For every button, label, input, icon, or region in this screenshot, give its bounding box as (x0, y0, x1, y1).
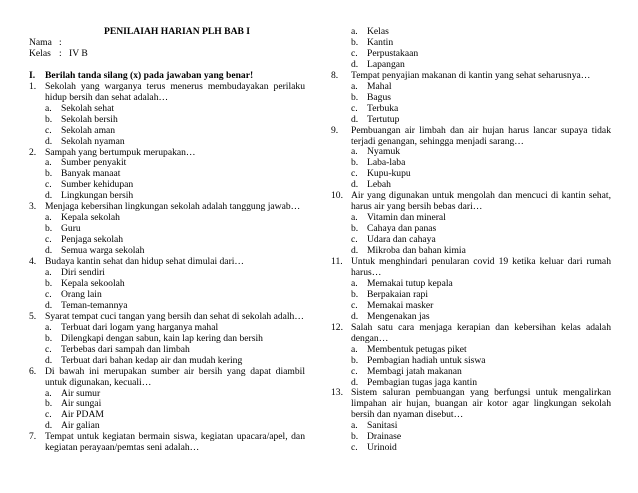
right-column (331, 27, 611, 454)
question-item (29, 312, 305, 367)
question-text: Salah satu cara menjaga kerapian dan kebersihan kelas adalah dengan… (351, 321, 611, 344)
name-separator: : (59, 36, 62, 48)
option-text: Membentuk petugas piket (367, 343, 467, 355)
option-letter: b. (351, 288, 359, 300)
question-text: Budaya kantin sehat dan hidup sehat dimulai dari… (45, 256, 245, 268)
left-column (29, 27, 305, 454)
option-text: Sekolah aman (61, 124, 116, 136)
option-letter: d. (45, 354, 53, 366)
option-text: Laba-laba (367, 157, 406, 169)
question-number: 2. (29, 146, 37, 158)
option-text: Sanitasi (367, 420, 398, 432)
option-text: Udara dan cahaya (367, 234, 436, 246)
option-letter: d. (45, 135, 53, 147)
option-letter: c. (45, 234, 52, 246)
option-letter: b. (351, 36, 359, 48)
answer-option (331, 104, 611, 115)
option-letter: b. (45, 113, 53, 125)
question-item (331, 323, 611, 389)
question-7-options (331, 27, 611, 71)
question-stem (29, 367, 305, 389)
option-text: Cahaya dan panas (367, 223, 437, 235)
option-letter: c. (45, 179, 52, 191)
question-item (29, 82, 305, 148)
option-text: Dilengkapi dengan sabun, kain lap kering dan bersih (61, 332, 263, 344)
option-letter: d. (45, 190, 53, 202)
option-letter: a. (45, 212, 52, 224)
option-text: Semua warga sekolah (61, 245, 145, 257)
name-label: Nama (29, 36, 52, 48)
question-text: Sekolah yang warganya terus menerus membudayakan perilaku hidup bersih dan sehat adalah… (45, 80, 305, 103)
answer-option (331, 356, 611, 367)
option-text: Banyak manaat (61, 168, 121, 180)
question-text: Sampah yang bertumpuk merupakan… (45, 146, 196, 158)
option-text: Memakai tutup kepala (367, 277, 453, 289)
question-item (331, 126, 611, 192)
option-text: Terbebas dari sampah dan limbah (61, 343, 190, 355)
question-stem (331, 323, 611, 345)
option-text: Diri sendiri (61, 267, 105, 279)
option-letter: b. (45, 398, 53, 410)
question-number: 3. (29, 201, 37, 213)
option-text: Sekolah nyaman (61, 135, 125, 147)
answer-option (29, 126, 305, 137)
option-letter: d. (351, 376, 359, 388)
option-letter: a. (351, 420, 358, 432)
answer-option (331, 367, 611, 378)
question-item (331, 71, 611, 126)
option-letter: b. (351, 431, 359, 443)
option-letter: a. (45, 321, 52, 333)
option-text: Kelas (367, 26, 389, 37)
answer-option (331, 443, 611, 454)
question-number: 12. (331, 321, 343, 333)
answer-option (29, 356, 305, 367)
question-stem (29, 432, 305, 454)
option-letter: c. (351, 47, 358, 59)
question-number: 11. (331, 256, 343, 268)
option-letter: a. (45, 102, 52, 114)
option-letter: b. (351, 354, 359, 366)
option-letter: d. (351, 113, 359, 125)
option-letter: a. (351, 277, 358, 289)
option-text: Vitamin dan mineral (367, 212, 446, 224)
question-item (331, 257, 611, 323)
question-text: Untuk menghindari penularan covid 19 ketika keluar dari rumah harus… (351, 256, 611, 278)
option-text: Membagi jatah makanan (367, 365, 462, 377)
page-title: PENILAIAH HARIAN PLH BAB I (103, 26, 251, 37)
question-item (29, 148, 305, 203)
question-number: 5. (29, 310, 37, 322)
option-text: Sumber kehidupan (61, 179, 134, 191)
question-text: Pembuangan air limbah dan air hujan harus lancar supaya tidak terjadi genangan, sehingga menjadi sarang… (351, 124, 611, 147)
instruction-number: I. (29, 69, 36, 81)
option-letter: a. (45, 387, 52, 399)
question-stem (331, 388, 611, 421)
option-text: Tertutup (367, 113, 400, 125)
class-label: Kelas (29, 47, 51, 59)
option-letter: d. (351, 245, 359, 257)
option-text: Perpustakaan (367, 47, 419, 59)
option-text: Lebah (367, 179, 391, 191)
option-text: Terbuka (367, 102, 399, 114)
right-question-list (331, 71, 611, 454)
option-letter: b. (351, 157, 359, 169)
question-number: 4. (29, 256, 37, 268)
class-value: IV B (69, 47, 88, 59)
question-text: Sistem saluran pembuangan yang berfungsi untuk mengalirkan limpahan air hujan, buangan air kotor agar lingkungan sekolah bersih dan nyaman disebut… (351, 387, 611, 421)
question-stem (331, 257, 611, 279)
option-letter: c. (45, 409, 52, 421)
option-text: Sekolah bersih (61, 113, 118, 125)
option-text: Berpakaian rapi (367, 288, 428, 300)
option-letter: c. (351, 299, 358, 311)
question-item (29, 202, 305, 257)
option-text: Kupu-kupu (367, 168, 411, 180)
question-text: Air yang digunakan untuk mengolah dan mencuci di kantin sehat, harus air yang bersih bebas dari… (351, 190, 611, 213)
option-text: Penjaga sekolah (61, 234, 124, 246)
option-text: Mengenakan jas (367, 310, 430, 322)
answer-option (29, 137, 305, 148)
option-letter: c. (351, 168, 358, 180)
option-text: Sumber penyakit (61, 157, 127, 169)
option-text: Mikroba dan bahan kimia (367, 245, 466, 257)
question-number: 6. (29, 365, 37, 377)
question-item (331, 388, 611, 454)
option-letter: c. (351, 442, 358, 454)
question-text: Menjaga kebersihan lingkungan sekolah adalah tanggung jawab… (45, 201, 301, 213)
option-text: Air sumur (61, 387, 101, 399)
option-letter: d. (351, 58, 359, 70)
question-item (331, 191, 611, 257)
question-number: 13. (331, 387, 343, 399)
instruction-text: Berilah tanda silang (x) pada jawaban yang benar! (45, 69, 254, 81)
question-number: 1. (29, 80, 37, 92)
option-text: Mahal (367, 80, 392, 92)
option-text: Lingkungan bersih (61, 190, 134, 202)
left-question-list (29, 82, 305, 454)
option-letter: a. (351, 343, 358, 355)
option-letter: a. (351, 212, 358, 224)
option-letter: d. (351, 310, 359, 322)
option-letter: b. (45, 332, 53, 344)
option-text: Terbuat dari logam yang harganya mahal (61, 321, 219, 333)
option-text: Urinoid (367, 442, 397, 454)
option-letter: a. (351, 80, 358, 92)
option-letter: c. (351, 102, 358, 114)
option-letter: b. (351, 91, 359, 103)
option-text: Air galian (61, 420, 100, 432)
option-text: Bagus (367, 91, 391, 103)
option-text: Pembagian hadiah untuk siswa (367, 354, 486, 366)
option-letter: a. (45, 157, 52, 169)
question-stem (331, 191, 611, 213)
question-stem (29, 82, 305, 104)
option-text: Terbuat dari bahan kedap air dan mudah kering (61, 354, 243, 366)
option-text: Sekolah sehat (61, 102, 115, 114)
option-letter: c. (45, 288, 52, 300)
class-separator: : (59, 47, 62, 59)
option-letter: b. (45, 277, 53, 289)
option-text: Drainase (367, 431, 402, 443)
question-number: 7. (29, 431, 37, 443)
option-letter: a. (351, 146, 358, 158)
option-letter: a. (351, 26, 358, 37)
option-letter: d. (45, 420, 53, 432)
question-number: 10. (331, 190, 343, 202)
question-number: 8. (331, 69, 339, 81)
question-number: 9. (331, 124, 339, 136)
option-letter: c. (45, 343, 52, 355)
question-text: Tempat untuk kegiatan bermain siswa, kegiatan upacara/apel, dan kegiatan perayaan/pemtas seni adalah… (45, 431, 305, 454)
question-item (29, 432, 305, 454)
question-stem (331, 126, 611, 148)
option-letter: d. (45, 299, 53, 311)
option-text: Pembagian tugas jaga kantin (367, 376, 478, 388)
option-text: Teman-temannya (61, 299, 128, 311)
option-text: Kepala sekoolah (61, 277, 125, 289)
option-letter: b. (45, 223, 53, 235)
option-text: Memakai masker (367, 299, 434, 311)
option-text: Lapangan (367, 58, 405, 70)
option-text: Kantin (367, 36, 394, 48)
question-text: Tempat penyajian makanan di kantin yang sehat seharusnya… (351, 69, 591, 81)
answer-option (331, 115, 611, 126)
option-letter: b. (351, 223, 359, 235)
answer-option (29, 115, 305, 126)
option-text: Guru (61, 223, 81, 235)
option-letter: b. (45, 168, 53, 180)
option-letter: c. (351, 234, 358, 246)
question-item (29, 367, 305, 433)
class-row (29, 49, 305, 60)
answer-option (331, 345, 611, 356)
option-letter: d. (45, 245, 53, 257)
option-letter: c. (351, 365, 358, 377)
option-text: Air sungai (61, 398, 102, 410)
option-text: Nyamuk (367, 146, 401, 158)
option-text: Orang lain (61, 288, 102, 300)
option-text: Air PDAM (61, 409, 104, 421)
option-letter: a. (45, 267, 52, 279)
option-text: Kepala sekolah (61, 212, 120, 224)
answer-option (29, 345, 305, 356)
option-letter: c. (45, 124, 52, 136)
question-text: Syarat tempat cuci tangan yang bersih dan sehat di sekolah adalh… (45, 310, 304, 322)
question-text: Di bawah ini merupakan sumber air bersih yang dapat diambil untuk digunakan, kecuali… (45, 365, 305, 388)
question-item (29, 257, 305, 312)
option-letter: d. (351, 179, 359, 191)
